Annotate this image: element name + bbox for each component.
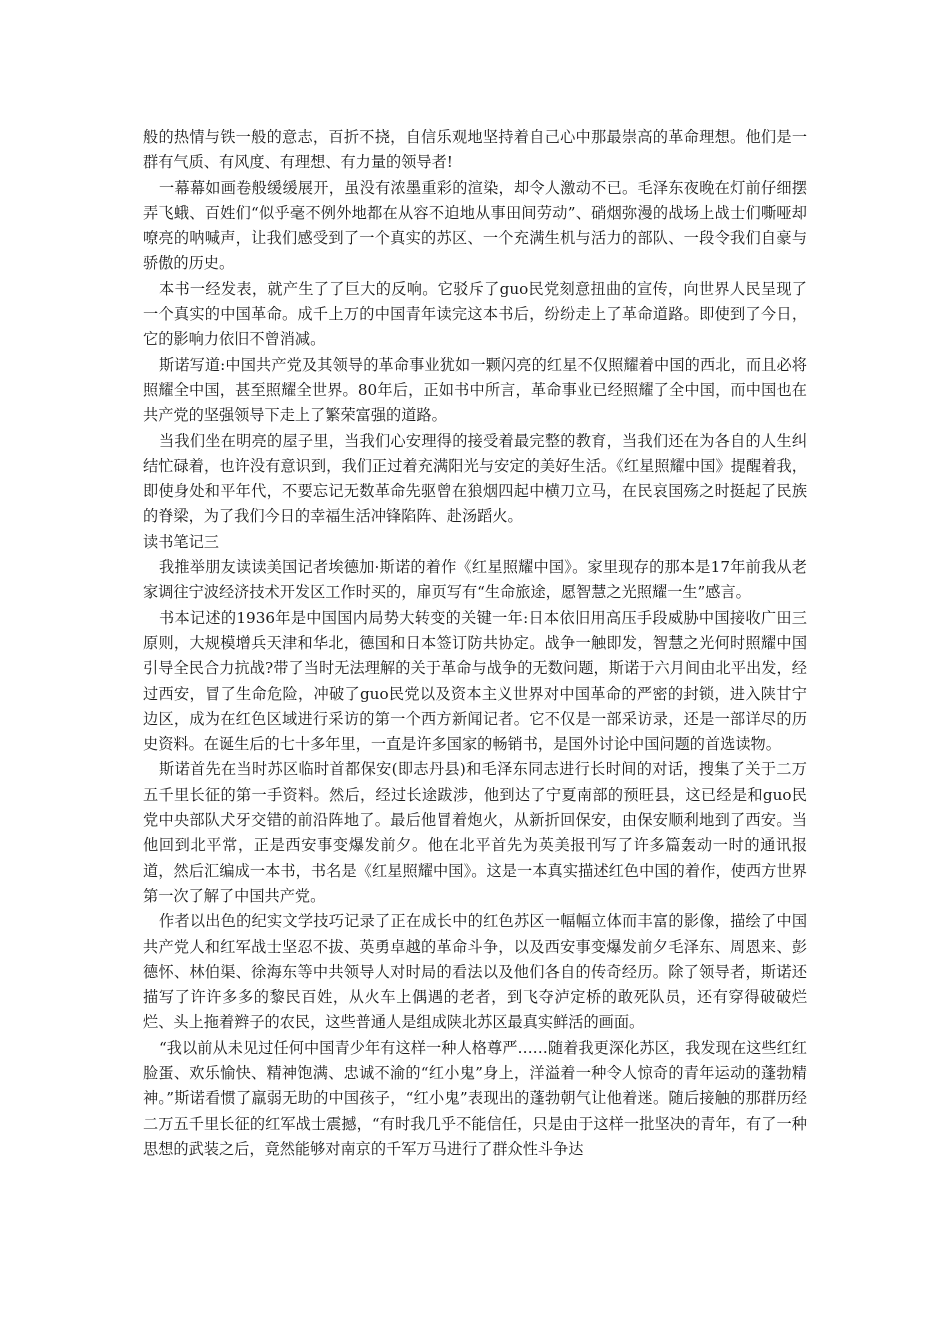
section-title: 读书笔记三	[143, 532, 219, 551]
paragraph: 我推举朋友读读美国记者埃德加·斯诺的着作《红星照耀中国》。家里现存的那本是17年前我从老家调往宁波经济技术开发区工作时买的，扉页写有“生命旅途，愿智慧之光照耀一生”感言。	[143, 558, 807, 602]
paragraph: 本书一经发表，就产生了了巨大的反响。它驳斥了guo民党刻意扭曲的宣传，向世界人民呈现了一个真实的中国革命。成千上万的中国青年读完这本书后，纷纷走上了革命道路。即使到了今日，它的影响力依旧不曾消减。	[143, 279, 807, 349]
document-body	[143, 125, 807, 1162]
paragraph: 作者以出色的纪实文学技巧记录了正在成长中的红色苏区一幅幅立体而丰富的影像，描绘了中国共产党人和红军战士坚忍不拔、英勇卓越的革命斗争，以及西安事变爆发前夕毛泽东、周恩来、彭德怀、林伯渠、徐海东等中共领导人对时局的看法以及他们各自的传奇经历。除了领导者，斯诺还描写了许许多多的黎民百姓，从火车上偶遇的老者，到飞夺泸定桥的敢死队员，还有穿得破破烂烂、头上拖着辫子的农民，这些普通人是组成陕北苏区最真实鲜活的画面。	[143, 912, 807, 1032]
paragraph: 斯诺首先在当时苏区临时首都保安(即志丹县)和毛泽东同志进行长时间的对话，搜集了关于二万五千里长征的第一手资料。然后，经过长途跋涉，他到达了宁夏南部的预旺县，这已经是和guo民党中央部队犬牙交错的前沿阵地了。最后他冒着炮火，从新折回保安，由保安顺利地到了西安。当他回到北平常，正是西安事变爆发前夕。他在北平首先为英美报刊写了许多篇轰动一时的通讯报道，然后汇编成一本书，书名是《红星照耀中国》。这是一本真实描述红色中国的着作，使西方世界第一次了解了中国共产党。	[143, 760, 807, 905]
paragraph: 书本记述的1936年是中国国内局势大转变的关键一年:日本依旧用高压手段威胁中国接收广田三原则，大规模增兵天津和华北，德国和日本签订防共协定。战争一触即发，智慧之光何时照耀中国引导全民合力抗战?带了当时无法理解的关于革命与战争的无数问题，斯诺于六月间由北平出发，经过西安，冒了生命危险，冲破了guo民党以及资本主义世界对中国革命的严密的封锁，进入陕甘宁边区，成为在红色区域进行采访的第一个西方新闻记者。它不仅是一部采访录，还是一部详尽的历史资料。在诞生后的七十多年里，一直是许多国家的畅销书，是国外讨论中国问题的首选读物。	[143, 608, 807, 754]
paragraph: 般的热情与铁一般的意志，百折不挠，自信乐观地坚持着自己心中那最崇高的革命理想。他们是一群有气质、有风度、有理想、有力量的领导者!	[143, 128, 807, 172]
paragraph: 一幕幕如画卷般缓缓展开，虽没有浓墨重彩的渲染，却令人激动不已。毛泽东夜晚在灯前仔细摆弄飞蛾、百姓们“似乎毫不例外地都在从容不迫地从事田间劳动”、硝烟弥漫的战场上战士们嘶哑却嘹亮的呐喊声，让我们感受到了一个真实的苏区、一个充满生机与活力的部队、一段令我们自豪与骄傲的历史。	[143, 178, 807, 273]
paragraph: “我以前从未见过任何中国青少年有这样一种人格尊严……随着我更深化苏区，我发现在这些红红脸蛋、欢乐愉快、精神饱满、忠诚不渝的“红小鬼”身上，洋溢着一种令人惊奇的青年运动的蓬勃精神。”斯诺看惯了羸弱无助的中国孩子，“红小鬼”表现出的蓬勃朝气让他着迷。随后接触的那群历经二万五千里长征的红军战士震撼，“有时我几乎不能信任，只是由于这样一批坚决的青年，有了一种思想的武装之后，竟然能够对南京的千军万马进行了群众性斗争达	[143, 1038, 807, 1158]
paragraph: 当我们坐在明亮的屋子里，当我们心安理得的接受着最完整的教育，当我们还在为各自的人生纠结忙碌着，也许没有意识到，我们正过着充满阳光与安定的美好生活。《红星照耀中国》提醒着我，即使身处和平年代，不要忘记无数革命先驱曾在狼烟四起中横刀立马，在民哀国殇之时挺起了民族的脊梁，为了我们今日的幸福生活冲锋陷阵、赴汤蹈火。	[143, 431, 807, 526]
paragraph: 斯诺写道:中国共产党及其领导的革命事业犹如一颗闪亮的红星不仅照耀着中国的西北，而且必将照耀全中国，甚至照耀全世界。80年后，正如书中所言，革命事业已经照耀了全中国，而中国也在共产党的坚强领导下走上了繁荣富强的道路。	[143, 355, 807, 425]
